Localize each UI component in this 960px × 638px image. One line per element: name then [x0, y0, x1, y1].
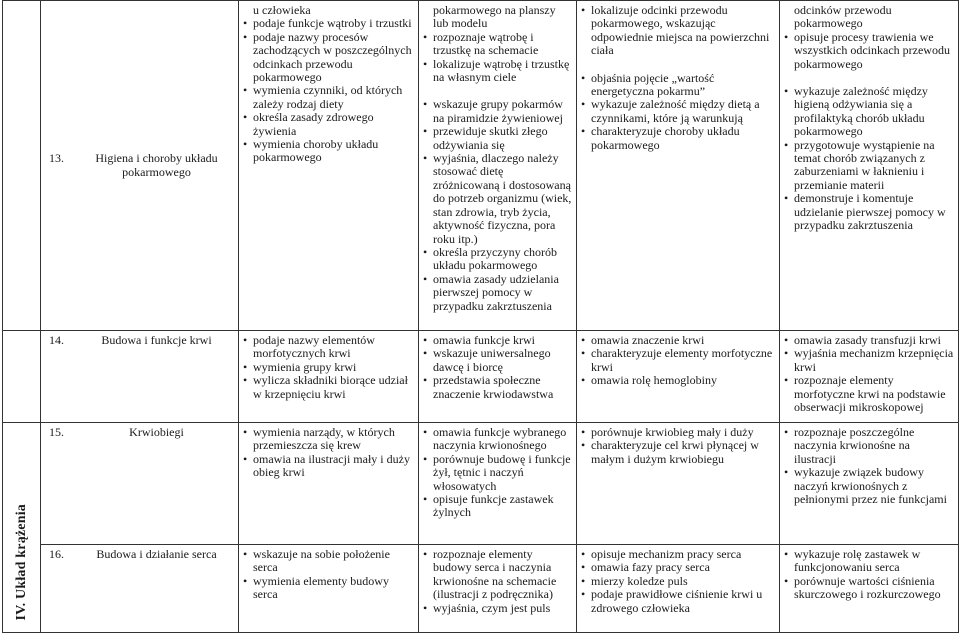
requirement-item: • omawia funkcje krwi [423, 334, 572, 347]
topic-number: 14. [49, 333, 64, 347]
row-15 [3, 423, 959, 545]
topic-number: 16. [49, 547, 64, 561]
requirements-list [243, 4, 414, 165]
requirement-item: • opisuje mechanizm pracy serca [581, 548, 775, 561]
requirement-item: • wyjaśnia mechanizm krzepnięcia krwi [784, 347, 954, 374]
requirement-item: • wskazuje na sobie położenie serca [243, 548, 414, 575]
requirements-cell [780, 331, 959, 423]
requirement-item: • omawia funkcje wybranego naczynia krwionośnego [423, 426, 572, 453]
topic-cell [41, 1, 239, 331]
topic-number: 13. [49, 151, 64, 166]
requirement-item: • charakteryzuje elementy morfotyczne krwi [581, 347, 775, 374]
requirement-item: pokarmowego na planszy lub modelu [433, 3, 556, 31]
topic-cell [41, 423, 239, 545]
requirement-item: • określa przyczyny chorób układu pokarmowego [423, 246, 572, 273]
section-cell-empty [3, 331, 41, 423]
curriculum-table [2, 0, 959, 633]
requirement-item: • wyjaśnia, dlaczego należy stosować dietę zróżnicowaną i dostosowaną do potrzeb organizmu (wiek, stan zdrowia, tryb życia, aktywność fizyczna, pora roku itp.) [423, 152, 572, 246]
requirement-item: • objaśnia pojęcie „wartość energetyczna pokarmu” [581, 72, 775, 99]
requirements-cell [780, 423, 959, 545]
requirement-item: • wykazuje zależność między dietą a czynnikami, które ją warunkują [581, 98, 775, 125]
requirements-list [784, 334, 954, 414]
requirement-item: • przewiduje skutki złego odżywiania się [423, 125, 572, 152]
requirement-item: • podaje funkcje wątroby i trzustki [243, 17, 414, 30]
row-16 [3, 545, 959, 633]
requirement-item: • lokalizuje wątrobę i trzustkę na własnym ciele [423, 58, 572, 85]
requirement-item: • wykazuje związek budowy naczyń krwionośnych z pełnionymi przez nie funkcjami [784, 466, 954, 506]
requirement-item: • wymienia narządy, w których przemieszcza się krew [243, 426, 414, 453]
requirement-item: • wymienia choroby układu pokarmowego [243, 138, 414, 165]
requirement-item: • podaje nazwy procesów zachodzących w poszczególnych odcinkach przewodu pokarmowego [243, 31, 414, 85]
topic-name: Budowa i funkcje krwi [101, 333, 212, 347]
requirement-item: u człowieka [253, 3, 311, 17]
requirement-item: • omawia zasady transfuzji krwi [784, 334, 954, 347]
requirement-item: • wymienia czynniki, od których zależy rodzaj diety [243, 84, 414, 111]
requirement-item: • porównuje wartości ciśnienia skurczowego i rozkurczowego [784, 575, 954, 602]
requirements-list [243, 426, 414, 480]
spacer [581, 58, 775, 72]
requirements-list [423, 426, 572, 520]
requirement-item: odcinków przewodu pokarmowego [794, 3, 892, 31]
topic-cell [41, 331, 239, 423]
topic-number: 15. [49, 425, 64, 439]
requirement-item: • omawia fazy pracy serca [581, 561, 775, 574]
section-cell [3, 423, 41, 633]
requirements-list [784, 548, 954, 602]
requirement-item: • lokalizuje odcinki przewodu pokarmowego, wskazując odpowiednie miejsca na powierzchni ciała [581, 4, 775, 58]
requirements-list [423, 4, 572, 313]
topic-cell [41, 545, 239, 633]
requirements-cell [239, 331, 419, 423]
requirements-list [581, 426, 775, 466]
requirements-cell [419, 545, 577, 633]
requirements-list [581, 4, 775, 152]
requirements-list [581, 548, 775, 615]
requirement-item: • omawia rolę hemoglobiny [581, 374, 775, 387]
requirement-item: • wskazuje uniwersalnego dawcę i biorcę [423, 347, 572, 374]
requirement-item: • wykazuje rolę zastawek w funkcjonowaniu serca [784, 548, 954, 575]
requirement-item: • określa zasady zdrowego żywienia [243, 111, 414, 138]
requirements-cell [239, 1, 419, 331]
spacer [784, 71, 954, 85]
requirement-item: • podaje nazwy elementów morfotycznych krwi [243, 334, 414, 361]
requirement-item: • omawia znaczenie krwi [581, 334, 775, 347]
requirement-item: • przedstawia społeczne znaczenie krwiodawstwa [423, 374, 572, 401]
requirement-item: • wylicza składniki biorące udział w krzepnięciu krwi [243, 374, 414, 401]
requirement-item: • opisuje funkcje zastawek żylnych [423, 493, 572, 520]
requirement-item: • rozpoznaje elementy morfotyczne krwi na podstawie obserwacji mikroskopowej [784, 374, 954, 414]
requirements-cell [419, 331, 577, 423]
section-cell-empty [3, 1, 41, 331]
requirement-item: • omawia na ilustracji mały i duży obieg krwi [243, 453, 414, 480]
topic-name: Higiena i choroby układu pokarmowego [95, 151, 218, 179]
requirement-item: • wymienia elementy budowy serca [243, 575, 414, 602]
topic-name: Krwiobiegi [129, 425, 184, 439]
requirements-list [243, 334, 414, 401]
requirements-list [243, 548, 414, 602]
requirements-list [423, 548, 572, 615]
requirements-list [581, 334, 775, 388]
requirement-item: • omawia zasady udzielania pierwszej pomocy w przypadku zakrztuszenia [423, 273, 572, 313]
row-14 [3, 331, 959, 423]
requirements-cell [419, 1, 577, 331]
requirement-item: • charakteryzuje choroby układu pokarmowego [581, 125, 775, 152]
requirement-item: • wykazuje zależność między higieną odżywiania się a profilaktyką chorób układu pokarmowego [784, 85, 954, 139]
requirements-cell [239, 423, 419, 545]
requirement-item: • wyjaśnia, czym jest puls [423, 602, 572, 615]
requirements-cell [577, 1, 780, 331]
requirements-list [784, 426, 954, 506]
requirement-item: • porównuje budowę i funkcje żył, tętnic i naczyń włosowatych [423, 453, 572, 493]
requirement-item: • rozpoznaje poszczególne naczynia krwionośne na ilustracji [784, 426, 954, 466]
requirements-cell [577, 545, 780, 633]
requirement-item: • przygotowuje wystąpienie na temat chorób związanych z zaburzeniami w łaknieniu i przemianie materii [784, 139, 954, 193]
requirement-item: • opisuje procesy trawienia we wszystkich odcinkach przewodu pokarmowego [784, 31, 954, 71]
requirement-item: • podaje prawidłowe ciśnienie krwi u zdrowego człowieka [581, 588, 775, 615]
requirement-item: • demonstruje i komentuje udzielanie pierwszej pomocy w przypadku zakrztuszenia [784, 192, 954, 232]
requirement-item: • porównuje krwiobieg mały i duży [581, 426, 775, 439]
requirements-cell [239, 545, 419, 633]
requirements-cell [419, 423, 577, 545]
requirements-cell [577, 423, 780, 545]
requirements-cell [780, 545, 959, 633]
requirement-item: • rozpoznaje elementy budowy serca i naczynia krwionośne na schemacie (ilustracji z podręcznika) [423, 548, 572, 602]
requirement-item: • wymienia grupy krwi [243, 361, 414, 374]
requirement-item: • rozpoznaje wątrobę i trzustkę na schemacie [423, 31, 572, 58]
spacer [423, 84, 572, 98]
requirements-list [423, 334, 572, 401]
requirements-list [784, 4, 954, 233]
requirements-cell [577, 331, 780, 423]
section-label: IV. Układ krążenia [13, 504, 29, 621]
requirements-cell [780, 1, 959, 331]
row-13 [3, 1, 959, 331]
requirement-item: • mierzy koledze puls [581, 575, 775, 588]
topic-name: Budowa i działanie serca [96, 547, 217, 561]
requirement-item: • wskazuje grupy pokarmów na piramidzie żywieniowej [423, 98, 572, 125]
requirement-item: • charakteryzuje cel krwi płynącej w małym i dużym krwiobiegu [581, 439, 775, 466]
